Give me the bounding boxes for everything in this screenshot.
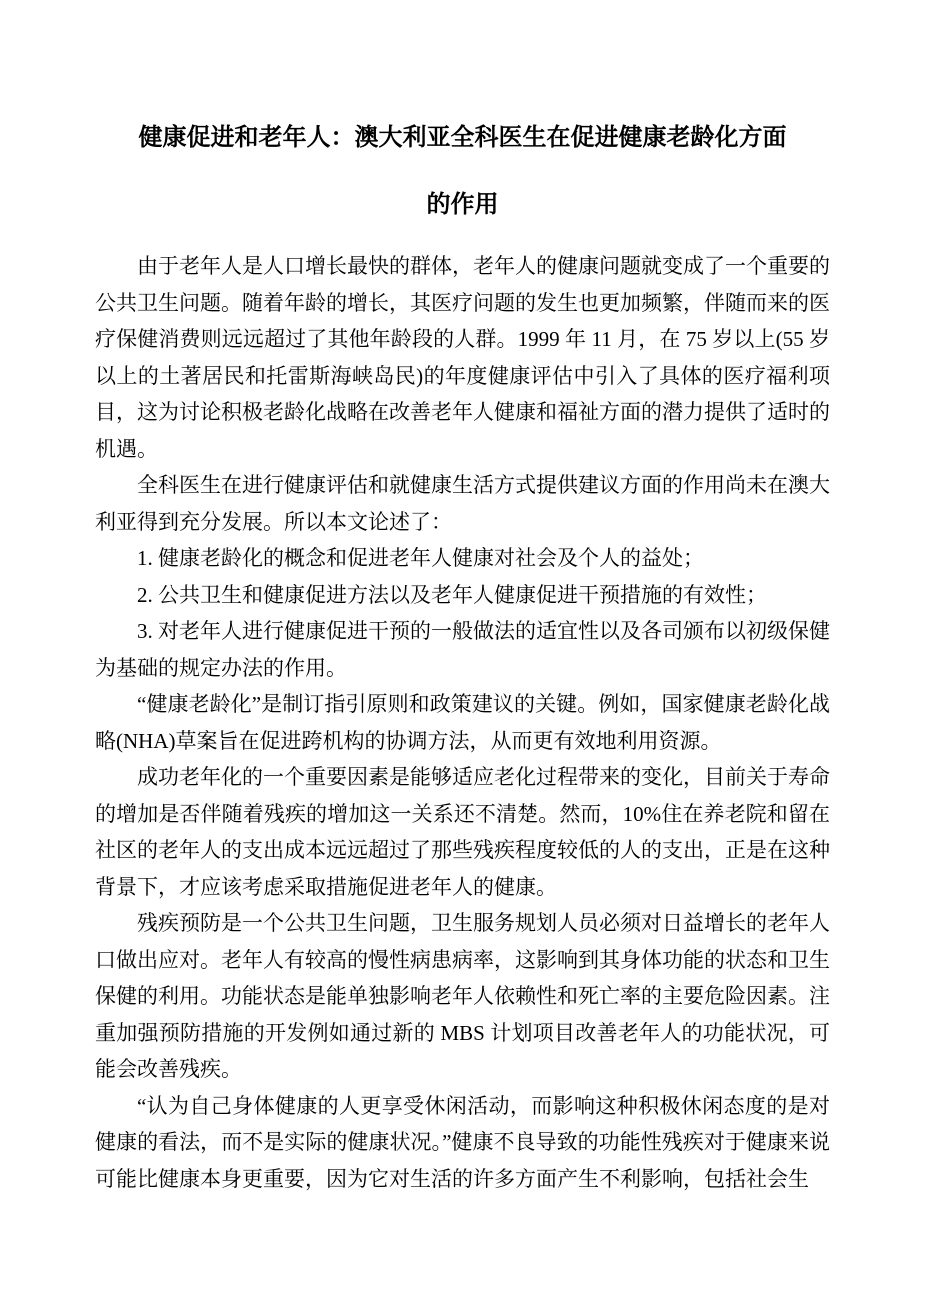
paragraph-intro: 由于老年人是人口增长最快的群体，老年人的健康问题就变成了一个重要的公共卫生问题。随着年龄的增长，其医疗问题的发生也更加频繁，伴随而来的医疗保健消费则远远超过了其他年龄段的人群。1999 年 11 月，在 75 岁以上(55 岁以上的土著居民和托雷斯海峡岛民)的年度健康评估中引入了具体的医疗福利项目，这为讨论积极老龄化战略在改善老年人健康和福祉方面的潜力提供了适时的机遇。 <box>95 254 830 461</box>
document-body <box>95 248 830 1197</box>
paragraph-successful-ageing: 成功老年化的一个重要因素是能够适应老化过程带来的变化，目前关于寿命的增加是否伴随着残疾的增加这一关系还不清楚。然而，10%住在养老院和留在社区的老年人的支出成本远远超过了那些残疾程度较低的人的支出，正是在这种背景下，才应该考虑采取措施促进老年人的健康。 <box>95 765 830 899</box>
paragraph-gp-role: 全科医生在进行健康评估和就健康生活方式提供建议方面的作用尚未在澳大利亚得到充分发展。所以本文论述了： <box>95 473 830 534</box>
document-title: 健康促进和老年人：澳大利亚全科医生在促进健康老龄化方面的作用 <box>138 124 787 218</box>
list-item-1: 1. 健康老龄化的概念和促进老年人健康对社会及个人的益处； <box>137 546 704 570</box>
paragraph-disability-prevention: 残疾预防是一个公共卫生问题，卫生服务规划人员必须对日益增长的老年人口做出应对。老年人有较高的慢性病患病率，这影响到其身体功能的状态和卫生保健的利用。功能状态是能单独影响老年人依赖性和死亡率的主要危险因素。注重加强预防措施的开发例如通过新的 MBS 计划项目改善老年人的功能状况，可能会改善残疾。 <box>95 911 830 1081</box>
paragraph-healthy-ageing: “健康老龄化”是制订指引原则和政策建议的关键。例如，国家健康老龄化战略(NHA)草案旨在促进跨机构的协调方法，从而更有效地利用资源。 <box>95 692 830 753</box>
paragraph-quote-health-perception: “认为自己身体健康的人更享受休闲活动，而影响这种积极休闲态度的是对健康的看法，而不是实际的健康状况。”健康不良导致的功能性残疾对于健康来说可能比健康本身更重要，因为它对生活的许多方面产生不利影响，包括社会生 <box>95 1093 830 1191</box>
list-item-2: 2. 公共卫生和健康促进方法以及老年人健康促进干预措施的有效性； <box>137 582 767 607</box>
list-item-3: 3. 对老年人进行健康促进干预的一般做法的适宜性以及各司颁布以初级保健为基础的规定办法的作用。 <box>95 619 830 680</box>
